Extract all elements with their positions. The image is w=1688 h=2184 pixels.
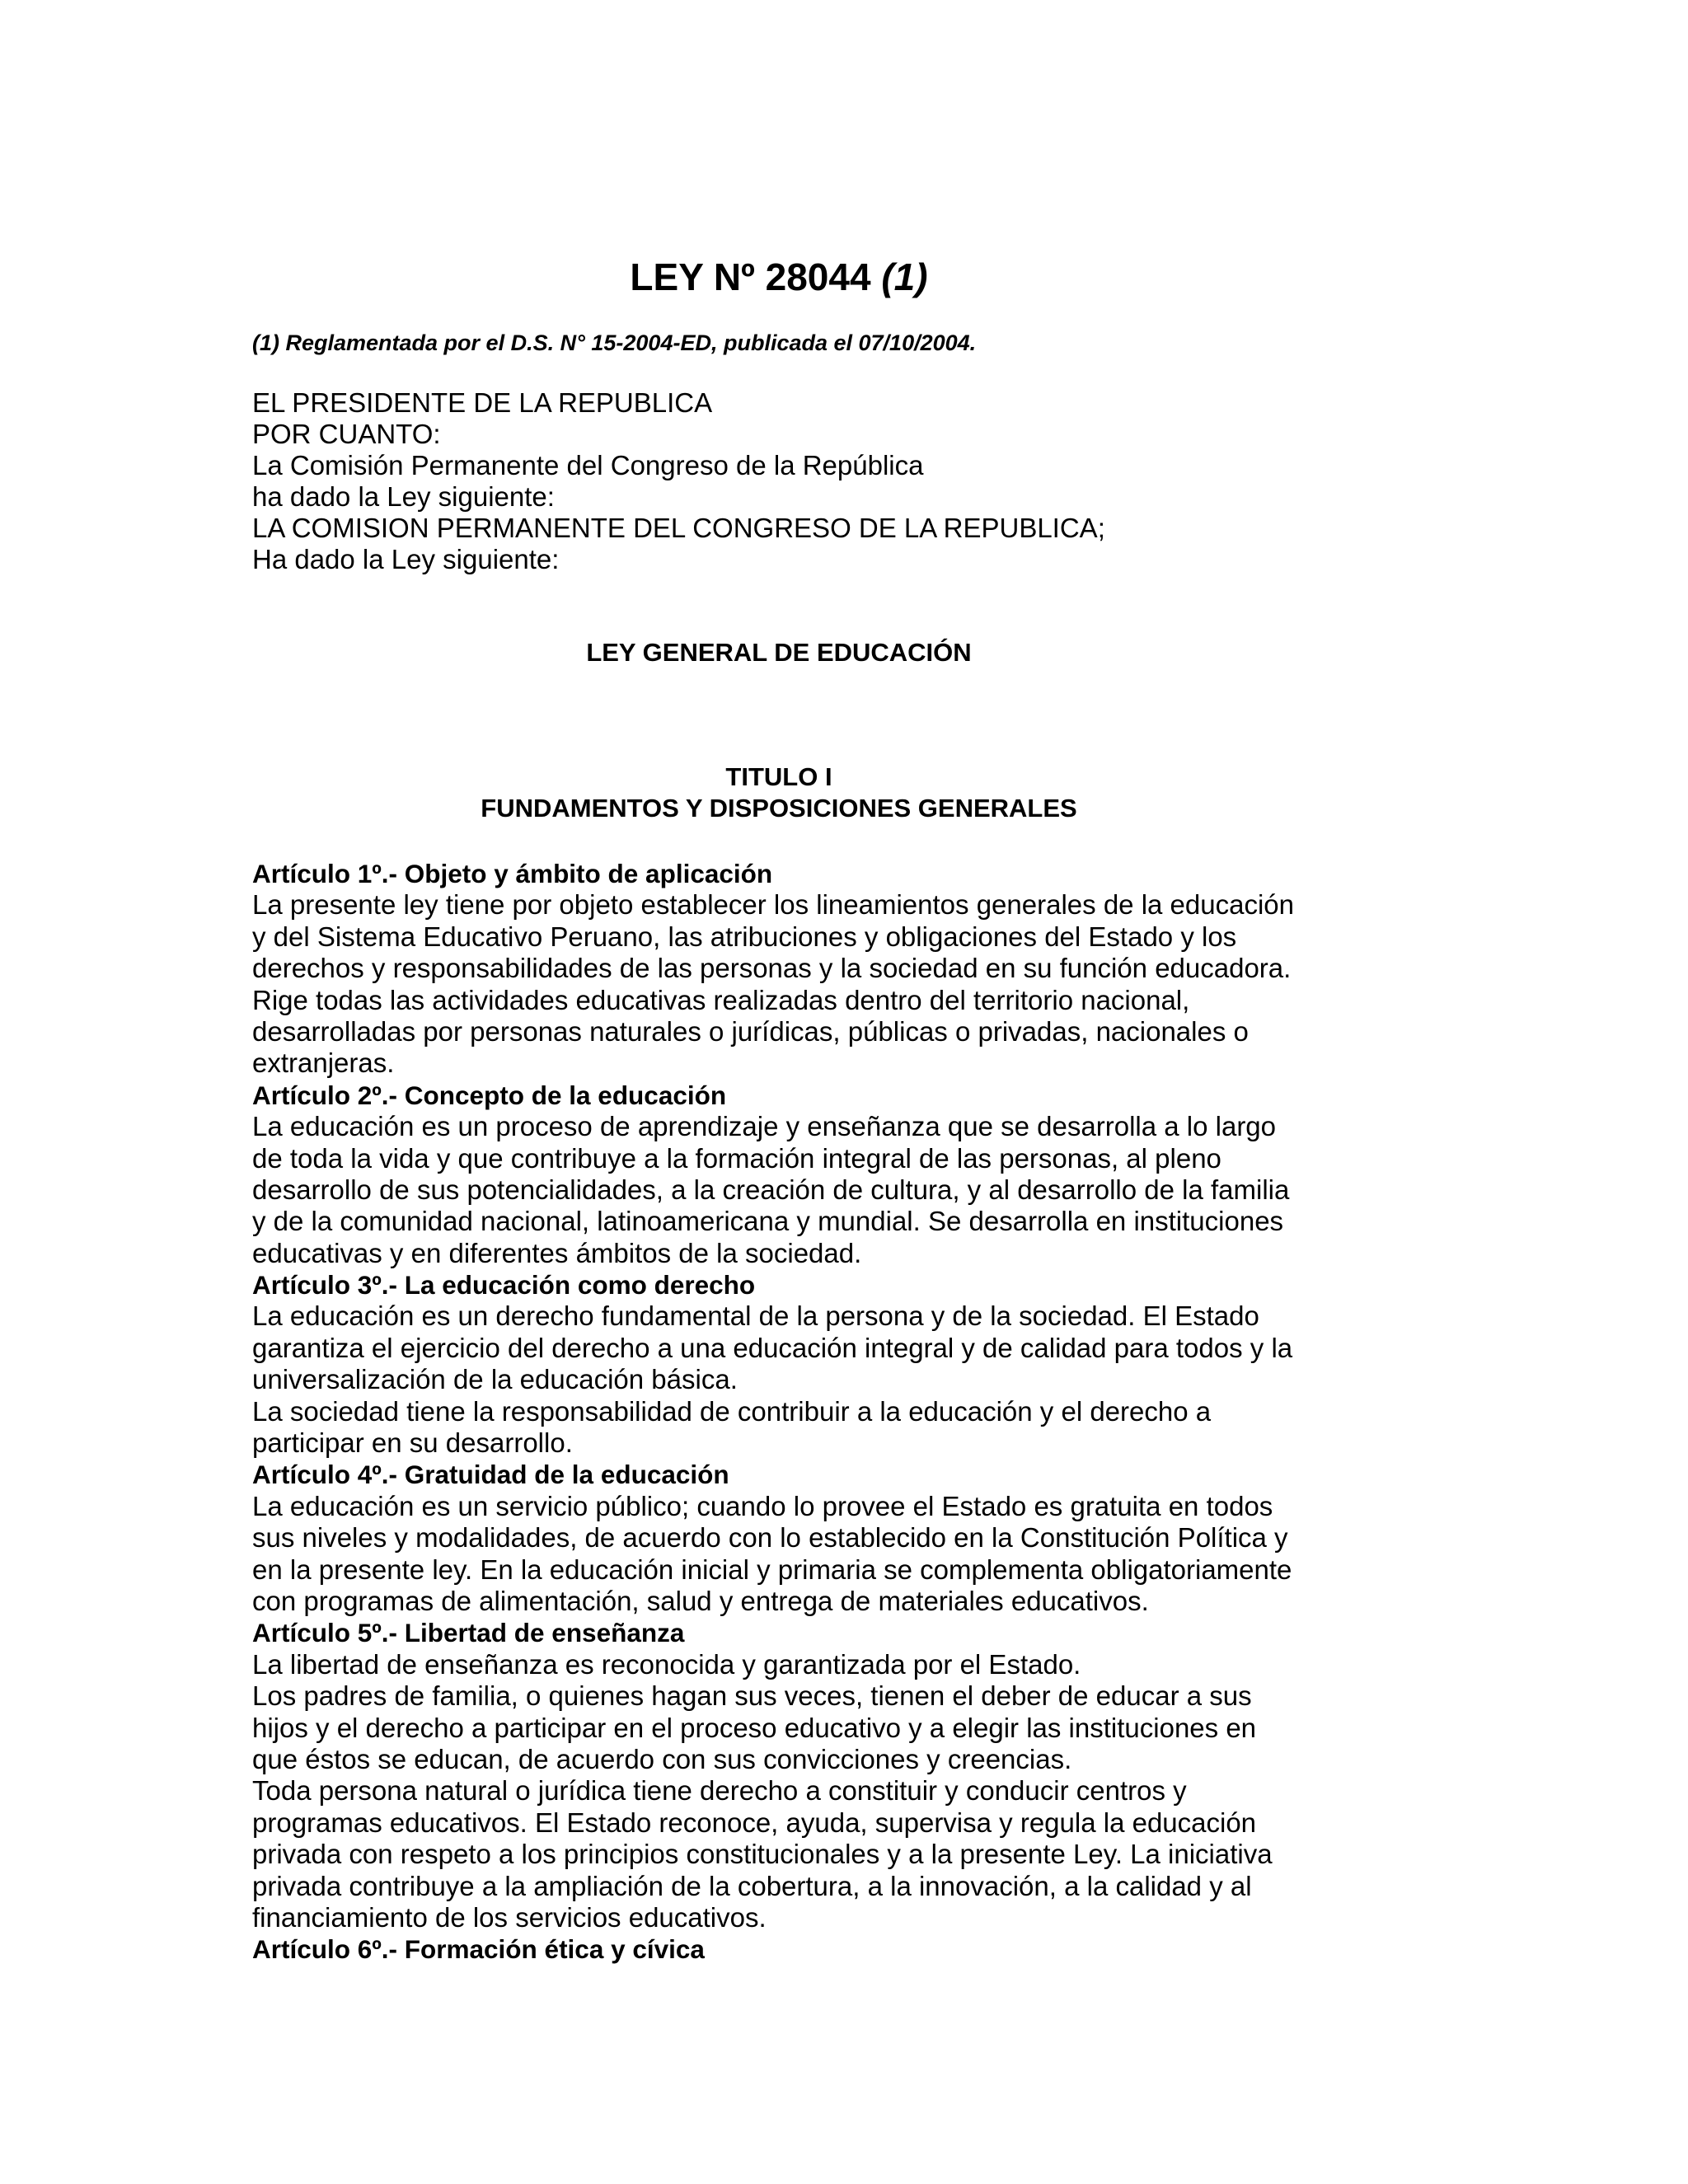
article-text-line: privada con respeto a los principios constitucionales y a la presente Ley. La iniciativa [252,1839,1273,1870]
article-text-line: financiamiento de los servicios educativos. [252,1901,767,1933]
article-text-line: La educación es un proceso de aprendizaje y enseñanza que se desarrolla a lo largo [252,1111,1277,1142]
preamble-line: ha dado la Ley siguiente: [252,481,555,512]
footnote: (1) Reglamentada por el D.S. N° 15-2004-ED, publicada el 07/10/2004. [252,330,977,355]
article-text-line: La educación es un derecho fundamental de la persona y de la sociedad. El Estado [252,1301,1259,1332]
article-heading: Artículo 5º.- Libertad de enseñanza [252,1618,685,1648]
article-text-line: Los padres de familia, o quienes hagan sus veces, tienen el deber de educar a sus [252,1680,1252,1712]
law-number: LEY Nº 28044 [630,255,871,298]
article-text-line: y del Sistema Educativo Peruano, las atribuciones y obligaciones del Estado y los [252,921,1237,952]
preamble-line: Ha dado la Ley siguiente: [252,544,560,574]
article-text-line: extranjeras. [252,1047,395,1079]
articles [252,858,1294,1966]
article-text-line: desarrolladas por personas naturales o jurídicas, públicas o privadas, nacionales o [252,1015,1249,1047]
article-text-line: La presente ley tiene por objeto establecer los lineamientos generales de la educación [252,889,1294,921]
article-text-line: en la presente ley. En la educación inicial y primaria se complementa obligatoriamente [252,1554,1292,1585]
main-title: LEY GENERAL DE EDUCACIÓN [586,638,972,667]
article-text-line: La libertad de enseñanza es reconocida y garantizada por el Estado. [252,1648,1081,1680]
article-text-line: Rige todas las actividades educativas realizadas dentro del territorio nacional, [252,984,1190,1015]
section-heading [0,762,1558,824]
law-title [0,254,1558,300]
title-number: TITULO I [725,762,832,791]
article-text-line: desarrollo de sus potencialidades, a la creación de cultura, y al desarrollo de la familia [252,1174,1290,1205]
article-heading: Artículo 3º.- La educación como derecho [252,1270,756,1301]
article-text-line: La educación es un servicio público; cuando lo provee el Estado es gratuita en todos [252,1490,1273,1521]
article-text-line: con programas de alimentación, salud y entrega de materiales educativos. [252,1585,1149,1616]
footnote-reference: (1) [881,255,928,298]
preamble-line: La Comisión Permanente del Congreso de la República [252,450,924,480]
article-text-line: educativas y en diferentes ámbitos de la sociedad. [252,1237,862,1268]
article-heading: Artículo 1º.- Objeto y ámbito de aplicación [252,859,773,888]
article-text-line: participar en su desarrollo. [252,1427,573,1459]
preamble-line: EL PRESIDENTE DE LA REPUBLICA [252,387,713,418]
article-text-line: garantiza el ejercicio del derecho a una educación integral y de calidad para todos y la [252,1332,1293,1363]
article-text-line: privada contribuye a la ampliación de la cobertura, a la innovación, a la calidad y al [252,1870,1252,1901]
preamble-line: LA COMISION PERMANENTE DEL CONGRESO DE LA REPUBLICA; [252,513,1105,543]
preamble [252,387,1105,575]
article-text-line: Toda persona natural o jurídica tiene derecho a constituir y conducir centros y [252,1775,1187,1807]
preamble-line: POR CUANTO: [252,419,441,449]
article-text-line: programas educativos. El Estado reconoce, ayuda, supervisa y regula la educación [252,1807,1257,1838]
article-heading: Artículo 2º.- Concepto de la educación [252,1080,727,1110]
article-text-line: derechos y responsabilidades de las personas y la sociedad en su función educadora. [252,953,1292,984]
article-heading: Artículo 6º.- Formación ética y cívica [252,1934,705,1965]
article-text-line: La sociedad tiene la responsabilidad de contribuir a la educación y el derecho a [252,1395,1212,1427]
article-text-line: hijos y el derecho a participar en el proceso educativo y a elegir las instituciones en [252,1712,1257,1743]
article-heading: Artículo 4º.- Gratuidad de la educación [252,1460,729,1490]
article-text-line: que éstos se educan, de acuerdo con sus convicciones y creencias. [252,1743,1072,1774]
title-name: FUNDAMENTOS Y DISPOSICIONES GENERALES [481,794,1077,823]
article-text-line: y de la comunidad nacional, latinoamericana y mundial. Se desarrolla en instituciones [252,1206,1284,1237]
article-text-line: universalización de la educación básica. [252,1364,738,1395]
article-text-line: sus niveles y modalidades, de acuerdo con lo establecido en la Constitución Política y [252,1522,1288,1554]
article-text-line: de toda la vida y que contribuye a la formación integral de las personas, al pleno [252,1142,1221,1174]
